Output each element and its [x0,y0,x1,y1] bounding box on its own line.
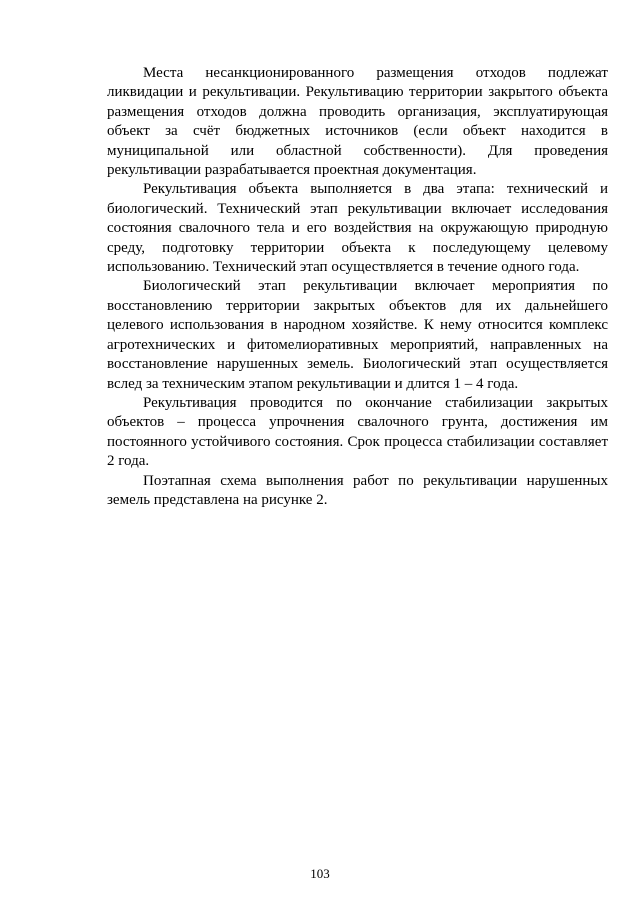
paragraph-two-stages: Рекультивация объекта выполняется в два этапа: технический и биологический. Технический этап рекультивации включает исследования состояния свалочного тела и его воздействия на окружающую природную среду, подготовку территории объекта к последующему целевому использованию. Технический этап осуществляется в течение одного года. [107,181,608,276]
paragraph-figure-reference: Поэтапная схема выполнения работ по рекультивации нарушенных земель представлена на рисунке 2. [107,472,608,508]
paragraph-unauthorized-sites: Места несанкционированного размещения отходов подлежат ликвидации и рекультивации. Рекультивацию территории закрытого объекта размещения отходов должна проводить организация, эксплуатирующая объект за счёт бюджетных источников (если объект находится в муниципальной или областной собственности). Для проведения рекультивации разрабатывается проектная документация. [107,65,608,179]
body-text [107,64,608,510]
paragraph-stabilization: Рекультивация проводится по окончание стабилизации закрытых объектов – процесса упрочнения свалочного грунта, достижения им постоянного устойчивого состояния. Срок процесса стабилизации составляет 2 года. [107,394,608,470]
page-number: 103 [310,866,330,881]
paragraph-biological-stage: Биологический этап рекультивации включает мероприятия по восстановлению территории закрытых объектов для их дальнейшего целевого использования в народном хозяйстве. К нему относится комплекс агротехнических и фитомелиоративных мероприятий, направленных на восстановление нарушенных земель. Биологический этап осуществляется вслед за техническим этапом рекультивации и длится 1 – 4 года. [107,278,608,392]
